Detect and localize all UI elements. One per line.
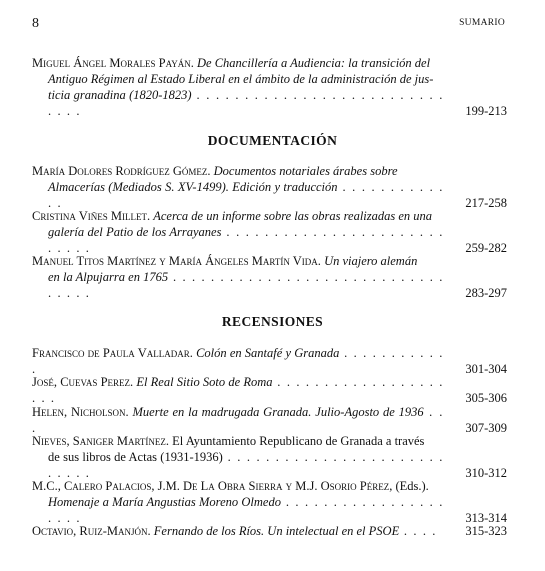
entry-title: Colón en Santafé y Granada — [196, 346, 340, 360]
entry-author: Manuel Titos Martínez y María Ángeles Martín Vida. — [32, 254, 321, 268]
entry-title: De Chancillería a Audiencia: la transición del — [197, 56, 431, 70]
toc-entry — [32, 55, 507, 119]
entry-author: Francisco de Paula Valladar. — [32, 346, 193, 360]
section-heading-recensiones: RECENSIONES — [221, 314, 324, 329]
entry-author: Miguel Ángel Morales Payán. — [32, 56, 194, 70]
entry-author: José, Cuevas Perez. — [32, 375, 134, 389]
entry-pages: 315-323 — [465, 524, 507, 538]
toc-entry — [32, 433, 507, 481]
section-heading-documentacion: DOCUMENTACIÓN — [207, 133, 338, 148]
entry-title: Muerte en la madrugada Granada. Julio-Agosto de 1936 — [132, 405, 424, 419]
entry-author: María Dolores Rodríguez Gómez. — [32, 164, 211, 178]
entry-author: Helen, Nicholson. — [32, 405, 129, 419]
entry-title-cont: de sus libros de Actas (1931-1936) — [48, 450, 223, 464]
dot-leader: . . . . . . . . . . . . . . . . . . . . . . . . . . . . — [48, 225, 444, 255]
dot-leader: . . . . . . . . . . . . . . . . . . . . . — [32, 375, 444, 405]
entry-pages: 217-258 — [465, 196, 507, 210]
entry-pages: 259-282 — [465, 241, 507, 255]
entry-pages: 199-213 — [465, 104, 507, 118]
entry-author: M.C., Calero Palacios, J.M. De La Obra Sierra y M.J. Osorio Pérez, — [32, 479, 393, 493]
entry-pages: 310-312 — [465, 466, 507, 480]
toc-entry — [32, 478, 507, 526]
page-header — [32, 16, 505, 32]
entry-title-cont: Homenaje a María Angustias Moreno Olmedo — [48, 495, 281, 509]
dot-leader: . . . . . . . . . . . . . . . . . . . . . . . . . . . . — [48, 450, 444, 480]
page-number: 8 — [32, 16, 39, 31]
entry-pages: 307-309 — [465, 421, 507, 435]
dot-leader: . . . . . . . . . . . . . . . . . . . . . . . . . . . . . . . . . . — [48, 270, 444, 300]
entry-pages: 283-297 — [465, 286, 507, 300]
entry-author: Octavio, Ruiz-Manjón. — [32, 524, 151, 538]
entry-title: Acerca de un informe sobre las obras realizadas en una — [153, 209, 433, 223]
entry-title: Fernando de los Ríos. Un intelectual en el PSOE — [153, 524, 400, 538]
entry-author: Nieves, Saniger Martínez. — [32, 434, 170, 448]
dot-leader: . . . . . . . . . . . . . — [48, 180, 444, 210]
entry-pages: 313-314 — [465, 511, 507, 525]
entry-title: Un viajero alemán — [324, 254, 418, 268]
entry-pages: 301-304 — [465, 362, 507, 376]
toc-entry — [32, 374, 507, 406]
entry-author: Cristina Viñes Millet. — [32, 209, 151, 223]
entry-title-cont: Antiguo Régimen al Estado Liberal en el ámbito de la administración de jus- — [48, 72, 434, 86]
dot-leader: . . . . . . . . . . . . — [32, 346, 444, 376]
entry-author-suffix: (Eds.). — [395, 479, 429, 493]
dot-leader: . . . . . . . . . . . . . . . . . . . . . . . . . . . . . . — [48, 88, 444, 118]
entry-title: El Real Sitio Soto de Roma — [136, 375, 273, 389]
toc-entry — [32, 208, 507, 256]
entry-pages: 305-306 — [465, 391, 507, 405]
toc-entry — [32, 253, 507, 301]
entry-title: Documentos notariales árabes sobre — [213, 164, 398, 178]
running-head: SUMARIO — [459, 18, 505, 28]
toc-entry — [32, 163, 507, 211]
toc-entry — [32, 404, 507, 436]
entry-title-cont: Almacerías (Mediados S. XV-1499). Edición y traducción — [48, 180, 338, 194]
dot-leader: . . . . — [399, 524, 438, 538]
entry-title-cont: ticia granadina (1820-1823) — [48, 88, 192, 102]
entry-title-cont: galería del Patio de los Arrayanes — [48, 225, 222, 239]
entry-title: El Ayuntamiento Republicano de Granada a través — [172, 434, 425, 448]
toc-entry — [32, 523, 507, 539]
dot-leader: . . . — [32, 405, 445, 435]
toc-entry — [32, 345, 507, 377]
entry-title-cont: en la Alpujarra en 1765 — [48, 270, 169, 284]
dot-leader: . . . . . . . . . . . . . . . . . . . . . — [48, 495, 444, 525]
